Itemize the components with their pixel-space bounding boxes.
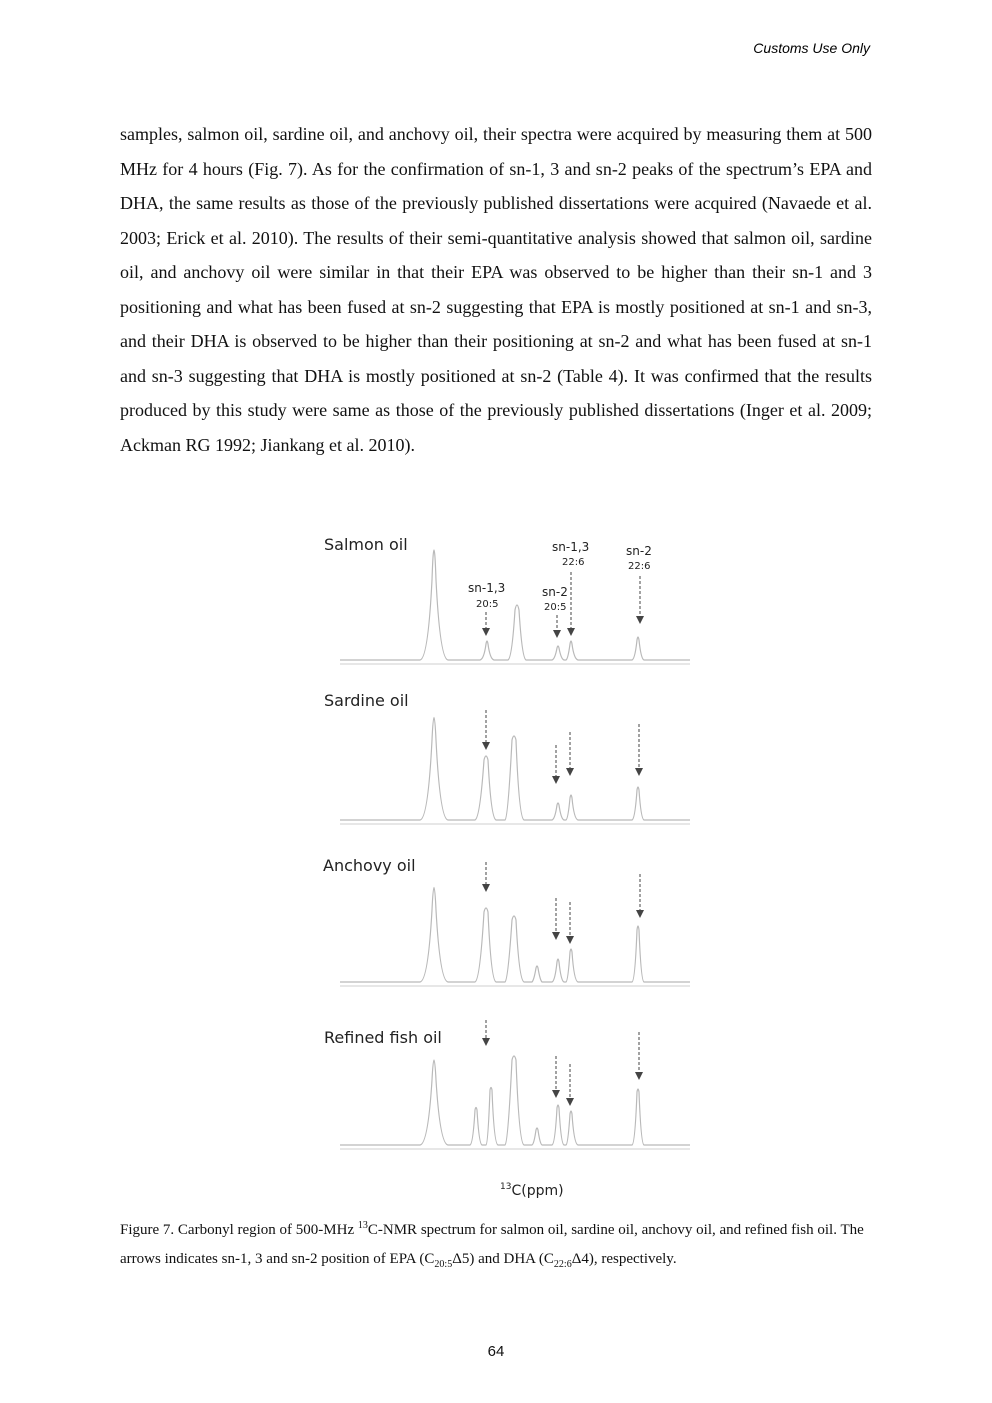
- running-header: Customs Use Only: [753, 40, 870, 56]
- label-sn2-epa: sn-2: [542, 585, 568, 599]
- x-axis-label: $^{13}$C(ppm): [500, 1182, 564, 1199]
- label-sn13-dha: sn-1,3: [552, 540, 590, 554]
- label-sn2-epa-fa: 20:5: [544, 602, 567, 613]
- nmr-figure: [320, 520, 700, 1200]
- panel-title-salmon: Salmon oil: [324, 535, 408, 554]
- label-sn13-epa-fa: 20:5: [476, 599, 499, 610]
- label-sn2-dha-fa: 22:6: [628, 561, 651, 572]
- label-sn2-dha: sn-2: [626, 544, 652, 558]
- panel-title-anchovy: Anchovy oil: [323, 856, 416, 875]
- panel-title-sardine: Sardine oil: [324, 691, 409, 710]
- page-number: 64: [487, 1343, 505, 1360]
- panel-title-refined: Refined fish oil: [324, 1028, 442, 1047]
- nmr-spectra-image: [320, 520, 700, 1200]
- figure-caption: Figure 7. Carbonyl region of 500-MHz $^{13}$C-NMR spectrum for salmon oil, sardine oil, anchovy oil, and refined fish oil. The arrows indicates sn-1, 3 and sn-2 position of EPA $(C_{20:5}\Delta 5)$ and DHA $(C_{22:6}\Delta 4)$, respectively.: [120, 1220, 864, 1270]
- body-paragraph: samples, salmon oil, sardine oil, and anchovy oil, their spectra were acquired by measuring them at 500 MHz for 4 hours (Fig. 7). As for the confirmation of sn-1, 3 and sn-2 peaks of the spectrum’s EPA and DHA, the same results as those of the previously published dissertations were acquired (Navaede et al. 2003; Erick et al. 2010). The results of their semi-quantitative analysis showed that salmon oil, sardine oil, and anchovy oil were similar in that their EPA was observed to be higher than their sn-1 and 3 positioning and what has been fused at sn-2 suggesting that EPA is mostly positioned at sn-1 and sn-3, and their DHA is observed to be higher than their positioning at sn-2 and what has been fused at sn-1 and sn-3 suggesting that DHA is mostly positioned at sn-2 (Table 4). It was confirmed that the results produced by this study were same as those of the previously published dissertations (Inger et al. 2009; Ackman RG 1992; Jiankang et al. 2010).: [120, 124, 872, 455]
- label-sn13-dha-fa: 22:6: [562, 557, 585, 568]
- label-sn13-epa: sn-1,3: [468, 581, 506, 595]
